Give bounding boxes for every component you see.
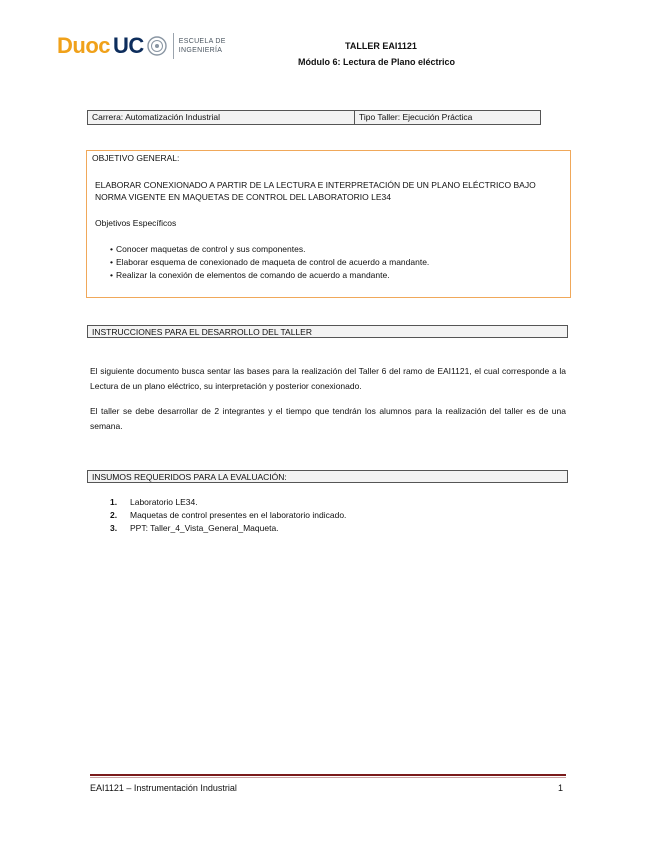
carrera-cell: Carrera: Automatización Industrial bbox=[88, 111, 355, 124]
list-item: • Elaborar esquema de conexionado de maqueta de control de acuerdo a mandante. bbox=[110, 256, 429, 269]
objetivo-general-text bbox=[95, 179, 567, 203]
list-text: Maquetas de control presentes en el laboratorio indicado. bbox=[130, 510, 347, 520]
objetivo-line-1: ELABORAR CONEXIONADO A PARTIR DE LA LECTURA E INTERPRETACIÓN DE UN PLANO ELÉCTRICO BAJO bbox=[95, 180, 536, 190]
objetivos-especificos-label: Objetivos Específicos bbox=[95, 218, 177, 228]
logo-school-line2: INGENIERÍA bbox=[178, 47, 223, 54]
document-title: TALLER EAI1121 bbox=[345, 41, 417, 51]
list-number: 3. bbox=[110, 523, 118, 533]
insumos-list bbox=[110, 496, 346, 535]
list-text: Laboratorio LE34. bbox=[130, 497, 198, 507]
logo-separator bbox=[173, 33, 174, 59]
list-item bbox=[110, 509, 346, 522]
objetivos-especificos-list bbox=[110, 243, 429, 282]
list-item: • Realizar la conexión de elementos de comando de acuerdo a mandante. bbox=[110, 269, 429, 282]
uc-seal-icon bbox=[147, 36, 167, 56]
objetivo-line-2: NORMA VIGENTE EN MAQUETAS DE CONTROL DEL LABORATORIO LE34 bbox=[95, 192, 391, 202]
list-item bbox=[110, 522, 346, 535]
instrucciones-header: INSTRUCCIONES PARA EL DESARROLLO DEL TALLER bbox=[87, 325, 568, 338]
page-number: 1 bbox=[558, 783, 564, 793]
info-table bbox=[87, 110, 541, 125]
list-number: 2. bbox=[110, 510, 118, 520]
logo-school-name bbox=[179, 37, 226, 55]
document-subtitle: Módulo 6: Lectura de Plano eléctrico bbox=[298, 57, 456, 67]
instrucciones-paragraph-1: El siguiente documento busca sentar las bases para la realización del Taller 6 del ramo de EAI1121, el cual corresponde a la Lectura de un plano eléctrico, su interpretación y posterior conexionado. bbox=[90, 366, 566, 391]
list-item: • Conocer maquetas de control y sus componentes. bbox=[110, 243, 429, 256]
list-item bbox=[110, 496, 346, 509]
insumos-header: INSUMOS REQUERIDOS PARA LA EVALUACIÓN: bbox=[87, 470, 568, 483]
list-text: PPT: Taller_4_Vista_General_Maqueta. bbox=[130, 523, 279, 533]
logo-duoc-text: Duoc bbox=[57, 33, 110, 58]
instrucciones-paragraph-2: El taller se debe desarrollar de 2 integrantes y el tiempo que tendrán los alumnos para la realización del taller es de una semana. bbox=[90, 406, 566, 431]
duoc-uc-logo bbox=[57, 31, 226, 61]
objetivo-label: OBJETIVO GENERAL: bbox=[92, 153, 180, 163]
tipo-taller-cell: Tipo Taller: Ejecución Práctica bbox=[359, 112, 473, 122]
list-number: 1. bbox=[110, 497, 118, 507]
logo-school-line1: ESCUELA DE bbox=[178, 38, 226, 45]
footer-rule bbox=[90, 774, 566, 776]
footer-rule-thin bbox=[90, 777, 566, 778]
logo-uc-text: UC bbox=[113, 33, 144, 58]
footer-course: EAI1121 – Instrumentación Industrial bbox=[90, 783, 237, 793]
